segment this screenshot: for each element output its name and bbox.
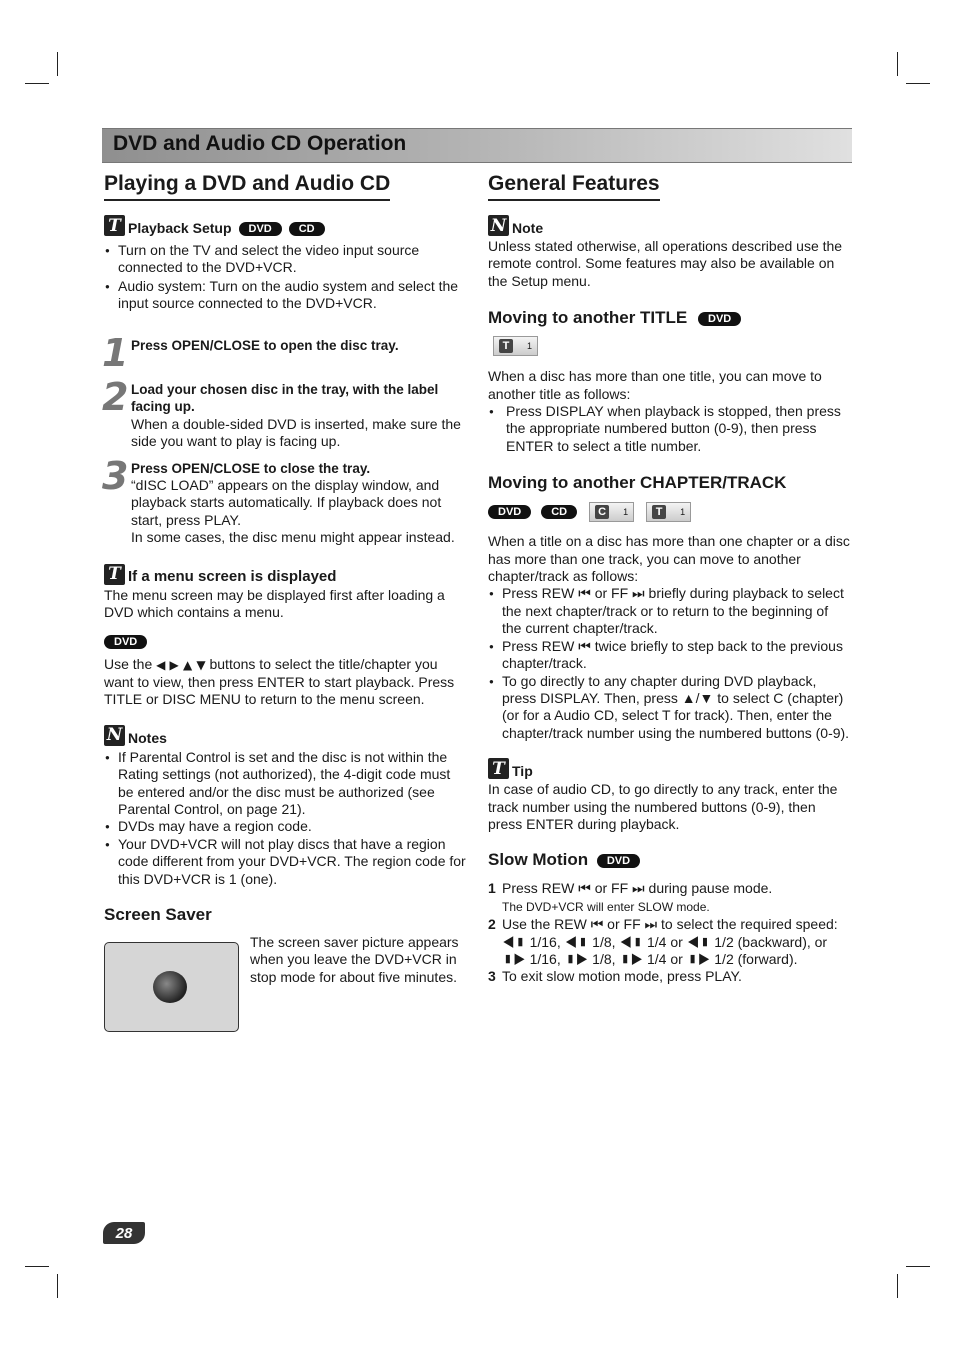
chapter-badges: [488, 502, 850, 522]
screen-saver-section: [104, 904, 468, 1032]
title-osd-box: [493, 336, 538, 356]
track-osd-icon: T: [652, 505, 666, 519]
list-item: ● DVDs may have a region code.: [104, 818, 468, 835]
list-item: [488, 916, 850, 968]
notes-heading: [104, 725, 468, 746]
left-heading: Playing a DVD and Audio CD: [104, 170, 390, 201]
screen-saver-image: [104, 942, 239, 1032]
list-item: ● Press REW ⏮ twice briefly to step back to the previous chapter/track.: [488, 638, 850, 673]
notes-section: [104, 725, 468, 888]
list-item: [488, 880, 850, 916]
crop-mark: [57, 1274, 58, 1298]
list-item: ● Press REW ⏮ or FF ⏭ briefly during playback to select the next chapter/track or to return to the beginning of the current chapter/track.: [488, 585, 850, 637]
step-2: [102, 375, 468, 451]
step-3: [102, 453, 468, 547]
item-number: 1: [488, 880, 496, 897]
crop-mark: [897, 1274, 898, 1298]
arrow-keys-icon: ◀ ▶ ▲ ▼: [156, 657, 206, 672]
cd-badge: CD: [541, 505, 577, 519]
item-text: To exit slow motion mode, press PLAY.: [502, 968, 742, 985]
chapter-heading: Moving to another CHAPTER/TRACK: [488, 473, 787, 493]
screen-saver-text: The screen saver picture appears when you leave the DVD+VCR in stop mode for about five minutes.: [250, 933, 459, 985]
step-number: 2: [102, 375, 129, 420]
title-text: When a disc has more than one title, you can move to another title as follows:: [488, 368, 822, 402]
tip-heading: [488, 758, 850, 779]
screen-saver-body: [104, 934, 468, 1032]
crop-mark: [57, 52, 58, 76]
note-heading: [488, 215, 850, 236]
track-osd-box: [646, 502, 691, 522]
item-number: 3: [488, 968, 496, 985]
note-title: Note: [512, 220, 544, 236]
tip-title: Tip: [512, 763, 533, 780]
step-text: In some cases, the disc menu might appear instead.: [131, 529, 455, 546]
step-text: “dISC LOAD” appears on the display window, and playback starts automatically. If playback does not start, press PLAY.: [131, 477, 442, 528]
step-instruction: Load your chosen disc in the tray, with the label facing up.: [131, 382, 439, 415]
tip-text: In case of audio CD, to go directly to any track, enter the track number using the numbered buttons (0-9), then press ENTER during playback.: [488, 781, 838, 832]
list-item: [488, 968, 850, 985]
dvd-badge: DVD: [104, 635, 147, 649]
right-heading: General Features: [488, 170, 660, 201]
title-osd-icon: T: [499, 339, 513, 353]
title-osd-value: 1: [527, 341, 533, 352]
list-item: ● Audio system: Turn on the audio system and select the input source connected to the DVD+VCR.: [104, 278, 468, 313]
step-text: When a double-sided DVD is inserted, make sure the side you want to play is facing up.: [131, 415, 461, 450]
step-number: 1: [102, 330, 129, 375]
list-item: ● Press DISPLAY when playback is stopped, then press the appropriate numbered button (0-9), then press ENTER to select a title number.: [488, 403, 850, 455]
notes-list: [104, 749, 468, 888]
item-text: Use the REW ⏮ or FF ⏭ to select the required speed: ◀▮ 1/16, ◀▮ 1/8, ◀▮ 1/4 or ◀▮ 1/2 (backward), or ▮▶ 1/16, ▮▶ 1/8, ▮▶ 1/4 or ▮▶ 1/2 (forward).: [502, 916, 838, 967]
tip-section: [488, 758, 850, 833]
chapter-list: [488, 585, 850, 742]
step-instruction: Press OPEN/CLOSE to open the disc tray.: [131, 337, 399, 353]
dvd-badge: DVD: [597, 854, 640, 868]
chapter-osd-value: 1: [623, 507, 629, 518]
list-item: ● To go directly to any chapter during DVD playback, press DISPLAY. Then, press ▲/▼ to select C (chapter) (or for a Audio CD, select T for track). Then, enter the chapter/track number using the numbered buttons (0-9).: [488, 673, 850, 743]
menu-dvd-text-after: buttons to select the title/chapter you want to view, then press ENTER to start playback. Press TITLE or DISC MENU to return to the menu screen.: [104, 655, 455, 708]
menu-screen-text: The menu screen may be displayed first after loading a DVD which contains a menu.: [104, 586, 445, 621]
title-heading-text: Moving to another TITLE: [488, 308, 688, 328]
menu-dvd-text-before: Use the: [104, 655, 153, 672]
step-instruction: Press OPEN/CLOSE to close the tray.: [131, 460, 371, 476]
playback-setup-heading: [104, 215, 468, 236]
page-number: 28: [103, 1222, 145, 1244]
cd-badge: CD: [289, 222, 325, 236]
tip-icon: T: [104, 564, 125, 585]
chapter-section: [488, 472, 850, 742]
note-text: Unless stated otherwise, all operations described use the remote control. Some features may also be available on the Setup menu.: [488, 238, 843, 289]
slow-motion-list: [488, 880, 850, 985]
crop-mark: [906, 1266, 930, 1267]
crop-mark: [25, 1266, 49, 1267]
dvd-badge: DVD: [698, 312, 741, 326]
screen-saver-heading: Screen Saver: [104, 904, 212, 924]
list-item: ● Turn on the TV and select the video input source connected to the DVD+VCR.: [104, 242, 468, 277]
dvd-logo-icon: [153, 971, 187, 1003]
right-column: [488, 170, 850, 986]
crop-mark: [906, 83, 930, 84]
playback-setup-title: Playback Setup: [128, 220, 232, 236]
slow-motion-section: [488, 849, 850, 985]
menu-screen-heading: [104, 564, 468, 585]
step-number: 3: [102, 453, 129, 498]
dvd-badge: DVD: [239, 222, 282, 236]
tip-icon: T: [104, 215, 125, 236]
tip-icon: T: [488, 758, 509, 779]
item-number: 2: [488, 916, 496, 933]
title-heading: [488, 307, 850, 329]
playback-setup: [104, 215, 468, 313]
chapter-osd-box: [589, 502, 634, 522]
general-note: [488, 215, 850, 290]
notes-title: Notes: [128, 729, 167, 746]
title-list: [488, 403, 850, 455]
menu-screen-section: [104, 564, 468, 709]
title-section: [488, 307, 850, 455]
page-title: DVD and Audio CD Operation: [113, 132, 407, 155]
playback-setup-list: [104, 242, 468, 313]
chapter-osd-icon: C: [595, 505, 609, 519]
dvd-badge: DVD: [488, 505, 531, 519]
section-banner: [102, 128, 852, 163]
menu-screen-title: If a menu screen is displayed: [128, 567, 337, 585]
crop-mark: [897, 52, 898, 76]
menu-dvd-badge-row: [100, 634, 468, 652]
list-item: ● Your DVD+VCR will not play discs that have a region code different from your DVD+VCR. The region code for this DVD+VCR is 1 (one).: [104, 836, 468, 888]
steps: [102, 330, 468, 547]
left-column: [104, 170, 468, 1032]
chapter-text: When a title on a disc has more than one chapter or a disc has more than one track, you can move to another chapter/track as follows:: [488, 533, 850, 585]
title-osd: [493, 336, 850, 356]
list-item: ● If Parental Control is set and the disc is not within the Rating settings (not authorized), the 4-digit code must be entered and/or the disc must be authorized (see Parental Control, on page 21).: [104, 749, 468, 819]
menu-dvd-text: [104, 656, 468, 709]
note-icon: N: [488, 215, 509, 236]
note-icon: N: [104, 725, 125, 746]
track-osd-value: 1: [680, 507, 686, 518]
slow-motion-heading: [488, 849, 850, 871]
slow-motion-heading-text: Slow Motion: [488, 850, 589, 870]
item-subtext: The DVD+VCR will enter SLOW mode.: [502, 899, 710, 914]
step-1: [102, 330, 468, 375]
item-text: Press REW ⏮ or FF ⏭ during pause mode.: [502, 880, 773, 897]
crop-mark: [25, 83, 49, 84]
